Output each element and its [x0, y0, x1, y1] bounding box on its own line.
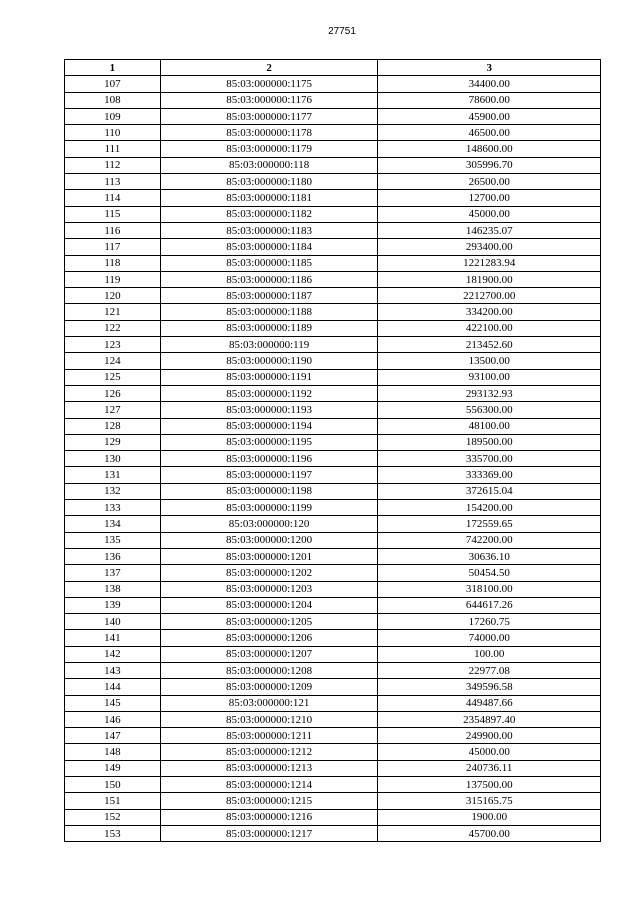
row-number-cell: 135: [65, 532, 161, 548]
table-row: [65, 532, 601, 548]
table-row: [65, 711, 601, 727]
table-row: [65, 92, 601, 108]
table-row: [65, 614, 601, 630]
row-number-cell: 112: [65, 157, 161, 173]
cadastral-number-cell: 85:03:000000:1183: [160, 222, 378, 238]
value-cell: 50454.50: [378, 565, 601, 581]
row-number-cell: 128: [65, 418, 161, 434]
table-row: [65, 418, 601, 434]
value-cell: 742200.00: [378, 532, 601, 548]
value-cell: 172559.65: [378, 516, 601, 532]
value-cell: 45700.00: [378, 825, 601, 841]
cadastral-number-cell: 85:03:000000:1198: [160, 483, 378, 499]
row-number-cell: 122: [65, 320, 161, 336]
cadastral-number-cell: 85:03:000000:1175: [160, 76, 378, 92]
value-cell: 2212700.00: [378, 288, 601, 304]
row-number-cell: 129: [65, 434, 161, 450]
value-cell: 422100.00: [378, 320, 601, 336]
value-cell: 34400.00: [378, 76, 601, 92]
row-number-cell: 118: [65, 255, 161, 271]
row-number-cell: 109: [65, 108, 161, 124]
table-row: [65, 662, 601, 678]
table-row: [65, 451, 601, 467]
row-number-cell: 138: [65, 581, 161, 597]
cadastral-number-cell: 85:03:000000:1215: [160, 793, 378, 809]
table-row: [65, 385, 601, 401]
cadastral-number-cell: 85:03:000000:1193: [160, 402, 378, 418]
value-cell: 146235.07: [378, 222, 601, 238]
table-row: [65, 369, 601, 385]
value-cell: 213452.60: [378, 337, 601, 353]
table-row: [65, 141, 601, 157]
cadastral-number-cell: 85:03:000000:1201: [160, 548, 378, 564]
table-row: [65, 548, 601, 564]
value-cell: 74000.00: [378, 630, 601, 646]
value-cell: 1221283.94: [378, 255, 601, 271]
row-number-cell: 127: [65, 402, 161, 418]
table-row: [65, 565, 601, 581]
column-header-3: 3: [378, 60, 601, 76]
cadastral-table: [64, 59, 601, 842]
table-row: [65, 695, 601, 711]
cadastral-number-cell: 85:03:000000:1202: [160, 565, 378, 581]
cadastral-number-cell: 85:03:000000:1208: [160, 662, 378, 678]
row-number-cell: 150: [65, 777, 161, 793]
row-number-cell: 153: [65, 825, 161, 841]
row-number-cell: 147: [65, 728, 161, 744]
table-row: [65, 337, 601, 353]
table-header: [65, 60, 601, 76]
table-row: [65, 777, 601, 793]
row-number-cell: 130: [65, 451, 161, 467]
row-number-cell: 134: [65, 516, 161, 532]
value-cell: 334200.00: [378, 304, 601, 320]
cadastral-number-cell: 85:03:000000:1197: [160, 467, 378, 483]
value-cell: 22977.08: [378, 662, 601, 678]
row-number-cell: 137: [65, 565, 161, 581]
table-body: [65, 76, 601, 842]
column-header-1: 1: [65, 60, 161, 76]
header-row: [65, 60, 601, 76]
value-cell: 293132.93: [378, 385, 601, 401]
row-number-cell: 113: [65, 174, 161, 190]
table-row: [65, 304, 601, 320]
table-row: [65, 597, 601, 613]
value-cell: 315165.75: [378, 793, 601, 809]
table-row: [65, 353, 601, 369]
row-number-cell: 115: [65, 206, 161, 222]
cadastral-number-cell: 85:03:000000:1179: [160, 141, 378, 157]
cadastral-number-cell: 85:03:000000:1178: [160, 125, 378, 141]
table-row: [65, 500, 601, 516]
row-number-cell: 140: [65, 614, 161, 630]
value-cell: 45900.00: [378, 108, 601, 124]
table-row: [65, 516, 601, 532]
value-cell: 1900.00: [378, 809, 601, 825]
table-row: [65, 108, 601, 124]
table-row: [65, 402, 601, 418]
cadastral-number-cell: 85:03:000000:1204: [160, 597, 378, 613]
cadastral-number-cell: 85:03:000000:1177: [160, 108, 378, 124]
value-cell: 48100.00: [378, 418, 601, 434]
cadastral-number-cell: 85:03:000000:1214: [160, 777, 378, 793]
table-row: [65, 434, 601, 450]
row-number-cell: 131: [65, 467, 161, 483]
value-cell: 305996.70: [378, 157, 601, 173]
cadastral-number-cell: 85:03:000000:1189: [160, 320, 378, 336]
row-number-cell: 133: [65, 500, 161, 516]
cadastral-number-cell: 85:03:000000:1199: [160, 500, 378, 516]
cadastral-number-cell: 85:03:000000:1213: [160, 760, 378, 776]
cadastral-number-cell: 85:03:000000:1195: [160, 434, 378, 450]
value-cell: 335700.00: [378, 451, 601, 467]
cadastral-number-cell: 85:03:000000:1184: [160, 239, 378, 255]
cadastral-number-cell: 85:03:000000:1180: [160, 174, 378, 190]
table-row: [65, 581, 601, 597]
cadastral-number-cell: 85:03:000000:1196: [160, 451, 378, 467]
cadastral-number-cell: 85:03:000000:1205: [160, 614, 378, 630]
cadastral-number-cell: 85:03:000000:1207: [160, 646, 378, 662]
cadastral-number-cell: 85:03:000000:118: [160, 157, 378, 173]
table-row: [65, 630, 601, 646]
value-cell: 93100.00: [378, 369, 601, 385]
value-cell: 12700.00: [378, 190, 601, 206]
column-header-2: 2: [160, 60, 378, 76]
row-number-cell: 132: [65, 483, 161, 499]
table-row: [65, 190, 601, 206]
row-number-cell: 142: [65, 646, 161, 662]
table-row: [65, 157, 601, 173]
row-number-cell: 126: [65, 385, 161, 401]
cadastral-number-cell: 85:03:000000:1209: [160, 679, 378, 695]
row-number-cell: 108: [65, 92, 161, 108]
table-row: [65, 760, 601, 776]
table-row: [65, 76, 601, 92]
row-number-cell: 145: [65, 695, 161, 711]
row-number-cell: 125: [65, 369, 161, 385]
page-number: 27751: [328, 26, 356, 37]
value-cell: 644617.26: [378, 597, 601, 613]
cadastral-number-cell: 85:03:000000:1216: [160, 809, 378, 825]
value-cell: 46500.00: [378, 125, 601, 141]
value-cell: 181900.00: [378, 271, 601, 287]
value-cell: 30636.10: [378, 548, 601, 564]
value-cell: 349596.58: [378, 679, 601, 695]
row-number-cell: 152: [65, 809, 161, 825]
cadastral-number-cell: 85:03:000000:1190: [160, 353, 378, 369]
table-row: [65, 239, 601, 255]
table-row: [65, 174, 601, 190]
table-row: [65, 255, 601, 271]
row-number-cell: 139: [65, 597, 161, 613]
cadastral-number-cell: 85:03:000000:1181: [160, 190, 378, 206]
row-number-cell: 121: [65, 304, 161, 320]
cadastral-number-cell: 85:03:000000:1187: [160, 288, 378, 304]
table-row: [65, 206, 601, 222]
value-cell: 189500.00: [378, 434, 601, 450]
row-number-cell: 123: [65, 337, 161, 353]
value-cell: 137500.00: [378, 777, 601, 793]
row-number-cell: 124: [65, 353, 161, 369]
table-row: [65, 467, 601, 483]
value-cell: 249900.00: [378, 728, 601, 744]
cadastral-number-cell: 85:03:000000:1194: [160, 418, 378, 434]
table-row: [65, 288, 601, 304]
value-cell: 17260.75: [378, 614, 601, 630]
row-number-cell: 114: [65, 190, 161, 206]
cadastral-number-cell: 85:03:000000:1192: [160, 385, 378, 401]
row-number-cell: 149: [65, 760, 161, 776]
row-number-cell: 116: [65, 222, 161, 238]
row-number-cell: 111: [65, 141, 161, 157]
row-number-cell: 143: [65, 662, 161, 678]
cadastral-number-cell: 85:03:000000:1206: [160, 630, 378, 646]
cadastral-number-cell: 85:03:000000:1210: [160, 711, 378, 727]
cadastral-number-cell: 85:03:000000:1188: [160, 304, 378, 320]
table-row: [65, 320, 601, 336]
row-number-cell: 144: [65, 679, 161, 695]
value-cell: 449487.66: [378, 695, 601, 711]
value-cell: 240736.11: [378, 760, 601, 776]
row-number-cell: 119: [65, 271, 161, 287]
table-row: [65, 646, 601, 662]
table-row: [65, 728, 601, 744]
value-cell: 45000.00: [378, 206, 601, 222]
value-cell: 154200.00: [378, 500, 601, 516]
value-cell: 372615.04: [378, 483, 601, 499]
row-number-cell: 148: [65, 744, 161, 760]
row-number-cell: 146: [65, 711, 161, 727]
cadastral-number-cell: 85:03:000000:1200: [160, 532, 378, 548]
value-cell: 13500.00: [378, 353, 601, 369]
cadastral-number-cell: 85:03:000000:1211: [160, 728, 378, 744]
row-number-cell: 151: [65, 793, 161, 809]
value-cell: 78600.00: [378, 92, 601, 108]
table-row: [65, 744, 601, 760]
value-cell: 45000.00: [378, 744, 601, 760]
table-row: [65, 809, 601, 825]
cadastral-number-cell: 85:03:000000:1217: [160, 825, 378, 841]
value-cell: 556300.00: [378, 402, 601, 418]
cadastral-number-cell: 85:03:000000:1185: [160, 255, 378, 271]
table-row: [65, 825, 601, 841]
table-row: [65, 125, 601, 141]
cadastral-number-cell: 85:03:000000:1176: [160, 92, 378, 108]
cadastral-number-cell: 85:03:000000:1186: [160, 271, 378, 287]
cadastral-number-cell: 85:03:000000:1212: [160, 744, 378, 760]
value-cell: 100.00: [378, 646, 601, 662]
cadastral-number-cell: 85:03:000000:1182: [160, 206, 378, 222]
value-cell: 318100.00: [378, 581, 601, 597]
row-number-cell: 120: [65, 288, 161, 304]
row-number-cell: 141: [65, 630, 161, 646]
row-number-cell: 107: [65, 76, 161, 92]
table-row: [65, 271, 601, 287]
value-cell: 148600.00: [378, 141, 601, 157]
value-cell: 26500.00: [378, 174, 601, 190]
cadastral-number-cell: 85:03:000000:1191: [160, 369, 378, 385]
table-row: [65, 793, 601, 809]
table-row: [65, 483, 601, 499]
cadastral-number-cell: 85:03:000000:1203: [160, 581, 378, 597]
row-number-cell: 110: [65, 125, 161, 141]
table-row: [65, 679, 601, 695]
row-number-cell: 117: [65, 239, 161, 255]
cadastral-number-cell: 85:03:000000:121: [160, 695, 378, 711]
cadastral-number-cell: 85:03:000000:120: [160, 516, 378, 532]
table-row: [65, 222, 601, 238]
row-number-cell: 136: [65, 548, 161, 564]
value-cell: 333369.00: [378, 467, 601, 483]
cadastral-number-cell: 85:03:000000:119: [160, 337, 378, 353]
value-cell: 2354897.40: [378, 711, 601, 727]
value-cell: 293400.00: [378, 239, 601, 255]
